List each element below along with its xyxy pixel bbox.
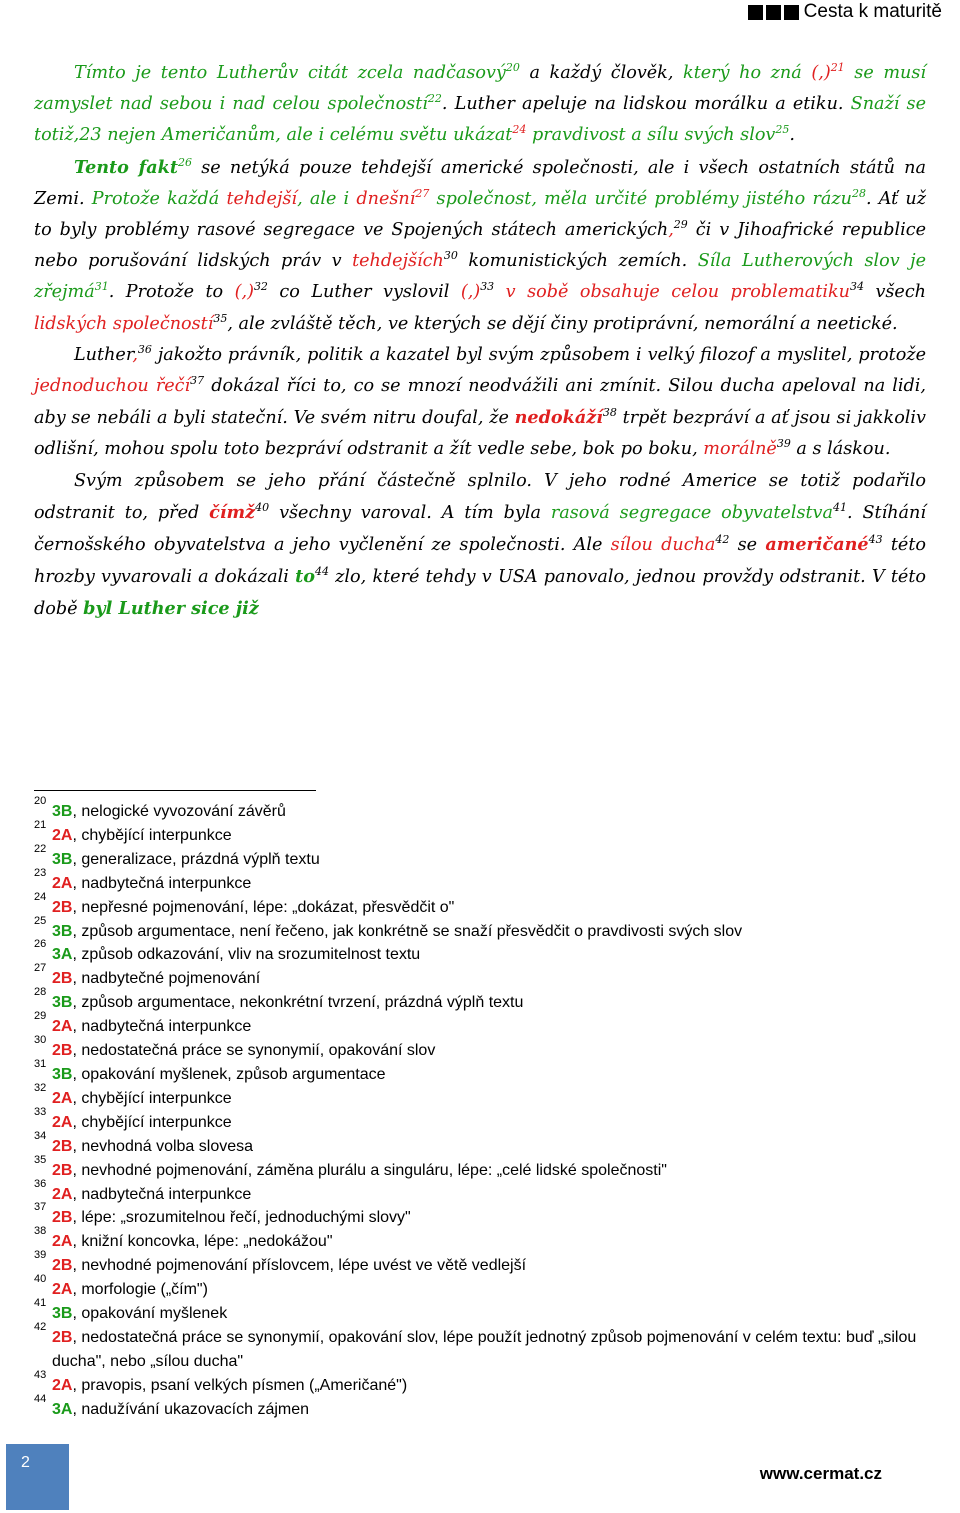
footnote-text: , nadbytečná interpunkce [72, 1185, 252, 1203]
footnote-item [34, 1249, 926, 1278]
essay-span: , [668, 220, 674, 241]
footnote-text: , chybějící interpunkce [72, 1113, 232, 1131]
footnote-item [34, 842, 926, 872]
essay-paragraph-2 [34, 152, 926, 340]
header-square-icon [784, 5, 799, 20]
footnote-text: , nadbytečná interpunkce [72, 874, 252, 892]
footnote-text: , lépe: „srozumitelnou řečí, jednoduchými slovy" [72, 1209, 411, 1227]
essay-span: . Stíhání černošského obyvatelstva a jeho vyčlenění ze společnosti. Ale [34, 502, 926, 556]
footnote-ref: 42 [715, 533, 730, 547]
footnote-text: , způsob odkazování, vliv na srozumitelnost textu [72, 946, 421, 964]
footnote-number: 28 [34, 986, 47, 999]
footnote-text: , opakování myšlenek [72, 1305, 228, 1323]
footnote-item [34, 914, 926, 944]
essay-paragraph-1 [34, 58, 926, 152]
footnote-list [34, 795, 926, 1422]
essay-span: společnost, měla určité problémy jistého rázu [429, 188, 852, 209]
header-square-icon [766, 5, 781, 20]
essay-text [34, 58, 926, 626]
footnote-code: 3A [52, 946, 73, 964]
footnote-number: 26 [34, 938, 47, 951]
footnote-item [34, 795, 926, 824]
footnote-number: 22 [34, 842, 47, 855]
footnote-number: 31 [34, 1057, 47, 1070]
footnote-text: , nelogické vyvozování závěrů [72, 803, 286, 820]
footnote-text: , opakování myšlenek, způsob argumentace [72, 1065, 386, 1083]
footnote-number: 34 [34, 1129, 47, 1142]
essay-span: se netýká pouze tehdejší americké společnosti, ale i všech ostatních států na Zemi. [34, 157, 926, 209]
footnote-item [34, 1177, 926, 1207]
footnote-code: 3B [52, 922, 73, 940]
footnote-number: 39 [34, 1249, 47, 1262]
essay-paragraph-4 [34, 466, 926, 626]
essay-span: jednoduchou řečí [34, 376, 191, 397]
footnote-text: , nevhodná volba slovesa [72, 1137, 254, 1155]
essay-span: . Protože to [108, 282, 235, 303]
footnote-number: 20 [34, 795, 47, 807]
footnote-code: 2A [52, 1089, 73, 1107]
footnote-ref: 35 [213, 311, 228, 325]
footnote-code: 2B [52, 898, 73, 916]
footnote-number: 41 [34, 1297, 47, 1310]
essay-span: . Luther apeluje na lidskou morálku a etiku. [441, 94, 851, 115]
footnote-text: , nadbytečná interpunkce [72, 1018, 252, 1036]
header-title: Cesta k maturitě [803, 1, 942, 22]
footnote-number: 35 [34, 1153, 47, 1166]
footnote-item [34, 962, 926, 991]
footnote-code: 2B [52, 1137, 73, 1155]
footnote-code: 2A [52, 1233, 73, 1251]
footnote-item [34, 890, 926, 920]
essay-span: co Luther vyslovil [267, 282, 461, 303]
footnote-number: 32 [34, 1081, 47, 1094]
footnote-text: , knižní koncovka, lépe: „nedokážou" [72, 1233, 333, 1251]
essay-span: jakožto právník, politik a kazatel byl svým způsobem i velký filozof a myslitel, protože [151, 344, 926, 365]
footnote-code: 2A [52, 1376, 73, 1394]
footnote-text: , morfologie („čím") [72, 1281, 208, 1299]
footnote-ref: 26 [177, 155, 192, 169]
footnote-item [34, 1225, 926, 1254]
header-square-icon [748, 5, 763, 20]
essay-span: lidských společností [34, 313, 214, 334]
footnote-code: 2B [52, 1161, 73, 1179]
footnote-item [34, 938, 926, 967]
footnote-text: , nepřesné pojmenování, lépe: „dokázat, přesvědčit o" [72, 898, 455, 916]
essay-span: který ho zná [683, 63, 802, 83]
page-number-box [6, 1444, 69, 1510]
essay-span: dokázal říci to, co se mnozí neodvážili ani zmínit. Silou ducha apeloval na lidi, aby se nebáli a byli stateční. Ve svém nitru doufal, že [34, 376, 926, 429]
footnote-text: , nevhodné pojmenování příslovcem, lépe uvést ve větě vedlejší [72, 1257, 527, 1275]
footnote-text: , nadužívání ukazovacích zájmen [72, 1400, 310, 1418]
essay-span: této hrozby vyvarovali a dokázali [34, 535, 926, 588]
essay-span: sílou ducha [610, 535, 716, 556]
essay-span: se [729, 535, 766, 556]
footnote-item [34, 1392, 926, 1422]
footnote-item [34, 1105, 926, 1135]
essay-span: pravdivost a sílu svých slov [526, 125, 776, 146]
footnote-number: 29 [34, 1010, 47, 1023]
footnote-text: , nadbytečné pojmenování [72, 970, 261, 988]
footnote-item [34, 1081, 926, 1111]
footnote-ref: 32 [253, 280, 268, 294]
footnote-item [34, 1320, 926, 1374]
essay-span: rasová segregace obyvatelstva [550, 502, 833, 523]
footnote-item [34, 1034, 926, 1063]
essay-span: Svým způsobem se jeho přání částečně splnilo. V jeho rodné Americe se totiž podařilo odstranit to, před [34, 470, 926, 523]
footnote-item [34, 1201, 926, 1230]
footnote-number: 25 [34, 914, 47, 927]
footnote-ref: 27 [415, 186, 430, 200]
footnote-code: 2A [52, 1281, 73, 1299]
essay-span: američané [765, 534, 869, 556]
footnote-code: 3B [52, 994, 73, 1012]
footnote-text: , nedostatečná práce se synonymií, opakování slov [72, 1042, 436, 1060]
footnote-number: 24 [34, 890, 47, 903]
footnote-code: 2B [52, 1042, 73, 1060]
footnote-ref: 38 [602, 406, 617, 420]
essay-span: čímž [209, 501, 256, 523]
footnote-code: 3B [52, 1305, 73, 1323]
footnote-code: 3A [52, 1400, 73, 1418]
essay-span: . [789, 125, 795, 146]
page-header [748, 0, 942, 24]
footnote-code: 2A [52, 874, 73, 892]
footnote-number: 33 [34, 1105, 47, 1118]
footnote-text: , způsob argumentace, nekonkrétní tvrzení, prázdná výplň textu [72, 994, 524, 1012]
footnote-ref: 31 [94, 280, 109, 294]
footnote-ref: 39 [776, 437, 791, 451]
footnote-number: 37 [34, 1201, 47, 1214]
footnote-code: 3B [52, 1065, 73, 1083]
footnote-number: 44 [34, 1392, 47, 1405]
footnote-text: , způsob argumentace, není řečeno, jak konkrétně se snaží přesvědčit o pravdivosti svých slov [72, 922, 743, 940]
footnote-code: 2B [52, 1257, 73, 1275]
essay-span: tehdejší [226, 188, 298, 209]
footnote-item [34, 1368, 926, 1398]
essay-span: Tímto je tento Lutherův citát zcela nadčasový [74, 63, 506, 83]
website-url: www.cermat.cz [759, 1464, 882, 1483]
footnote-code: 2A [52, 1185, 73, 1203]
footnote-number: 42 [34, 1320, 47, 1333]
footnote-item [34, 1273, 926, 1302]
footnote-text: , nedostatečná práce se synonymií, opakování slov, lépe použít jednotný způsob pojmenování v celém textu: buď „silou ducha", nebo „sílou ducha" [52, 1328, 917, 1370]
footnote-ref: 33 [480, 280, 495, 294]
footnote-text: , nevhodné pojmenování, záměna plurálu a singuláru, lépe: „celé lidské společnosti" [72, 1161, 667, 1179]
footnote-ref: 34 [849, 280, 864, 294]
footnote-number: 21 [34, 818, 47, 831]
essay-span: všech [863, 282, 927, 303]
footnote-item [34, 1297, 926, 1326]
footnote-item [34, 866, 926, 896]
footnote-ref: 44 [314, 565, 329, 579]
essay-span [494, 282, 505, 302]
essay-span: dnešní [356, 188, 416, 209]
essay-span: to [295, 566, 315, 588]
footnote-number: 40 [34, 1273, 47, 1286]
footnote-ref: 25 [775, 123, 790, 137]
essay-span: tehdejších [352, 251, 444, 272]
essay-span: (,) [460, 282, 481, 303]
footnote-code: 2A [52, 1113, 73, 1131]
footnote-code: 2B [52, 1209, 73, 1227]
essay-span: a s láskou. [790, 439, 891, 460]
essay-span: (,) [811, 63, 831, 83]
footnote-ref: 41 [832, 500, 847, 514]
essay-span: Protože každá [91, 188, 227, 209]
essay-span: nedokáží [514, 407, 603, 429]
footnote-text: , chybějící interpunkce [72, 1089, 232, 1107]
essay-span: byl Luther sice již [83, 598, 259, 620]
essay-span: (,) [234, 282, 254, 303]
footnote-number: 30 [34, 1034, 47, 1047]
footnote-number: 23 [34, 866, 47, 879]
footnote-text: , chybějící interpunkce [72, 826, 232, 844]
footnote-code: 2A [52, 1018, 73, 1036]
footnote-ref: 30 [443, 249, 458, 263]
essay-span: , [132, 344, 138, 365]
footnote-separator [34, 790, 316, 791]
essay-span: , ale zvláště těch, ve kterých se dějí činy protiprávní, nemorální a neetické. [227, 313, 898, 334]
essay-span: Síla Lutherových slov je zřejmá [34, 251, 926, 303]
footnote-ref: 43 [868, 533, 883, 547]
essay-span [802, 63, 812, 83]
essay-span: . Ať už to byly problémy rasové segregace ve Spojených státech amerických [34, 188, 926, 241]
essay-paragraph-3 [34, 340, 926, 466]
essay-span: se musí zamyslet nad sebou i nad celou společností [34, 63, 926, 115]
footnote-text: , generalizace, prázdná výplň textu [72, 850, 320, 868]
essay-span: , ale i [297, 188, 357, 209]
essay-span: Luther [74, 344, 133, 365]
essay-span: zlo, které tehdy v USA panovalo, jednou provždy odstranit. V této době [34, 567, 926, 620]
footnote-ref: 36 [137, 342, 152, 356]
footnote-item [34, 1010, 926, 1039]
essay-span: či v Jihoafrické republice nebo porušování lidských práv v [34, 220, 926, 272]
footnote-number: 38 [34, 1225, 47, 1238]
footnote-ref: 28 [851, 186, 866, 200]
footnote-number: 43 [34, 1368, 47, 1381]
footnote-ref: 20 [505, 61, 520, 75]
footnote-ref: 40 [255, 500, 270, 514]
essay-span: Tento fakt [74, 156, 178, 178]
footnote-ref: 24 [512, 123, 527, 137]
footnote-item [34, 1129, 926, 1159]
essay-span: Snaží se totiž,23 nejen Američanům, ale i celému světu ukázat [34, 94, 926, 146]
essay-span: trpět bezpráví a ať jsou si jakkoliv odlišní, mohou spolu toto bezpráví odstranit a žít vedle sebe, bok po boku, [34, 408, 926, 460]
essay-span: morálně [703, 439, 777, 460]
page-number: 2 [21, 1454, 30, 1471]
footnote-text: , pravopis, psaní velkých písmen („Američané") [72, 1376, 408, 1394]
essay-span: a každý člověk, [519, 63, 684, 83]
footnote-code: 3B [52, 803, 73, 820]
footnote-code: 2A [52, 826, 73, 844]
footnote-ref: 22 [427, 92, 442, 106]
footnote-ref: 29 [673, 218, 688, 232]
footnote-item [34, 1153, 926, 1183]
essay-span: v sobě obsahuje celou problematiku [505, 282, 850, 303]
essay-span: všechny varoval. A tím byla [269, 502, 551, 523]
footnote-item [34, 1057, 926, 1087]
footnote-number: 27 [34, 962, 47, 975]
footnote-ref: 21 [830, 61, 845, 75]
essay-span: komunistických zemích. [457, 251, 698, 272]
footnote-item [34, 986, 926, 1015]
footnote-ref: 37 [190, 374, 205, 388]
footnote-code: 2B [52, 1328, 73, 1346]
footnote-item [34, 818, 926, 848]
footnote-number: 36 [34, 1177, 47, 1190]
footnote-code: 2B [52, 970, 73, 988]
footnote-code: 3B [52, 850, 73, 868]
